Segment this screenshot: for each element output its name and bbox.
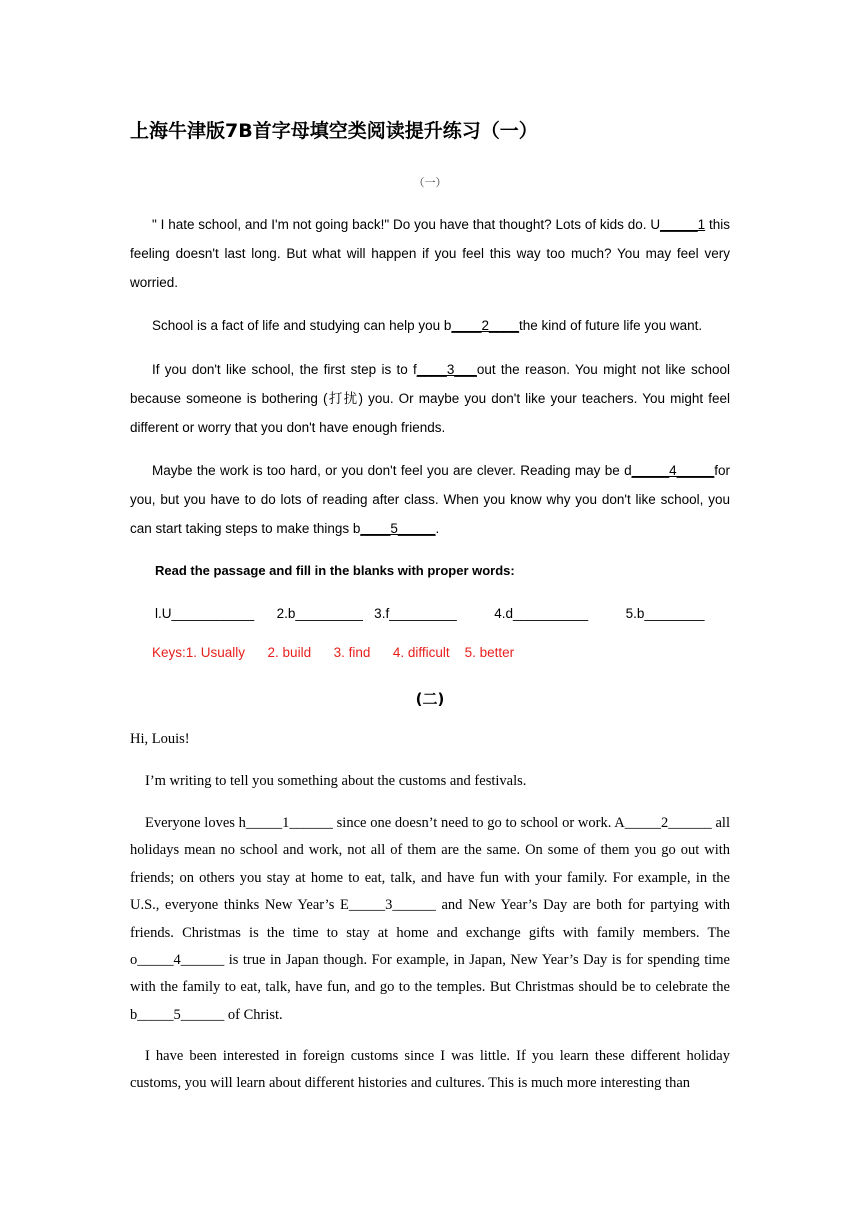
section-1-label: （一） [413,176,447,189]
blank-4: _____4_____ [631,463,715,478]
passage-1-paragraph-2: School is a fact of life and studying can help you b____2____the kind of future life you want. [152,318,703,333]
letter-greeting: Hi, Louis! [130,731,190,747]
section-2-label: (二) [415,690,445,708]
passage-1-paragraph-1: " I hate school, and I'm not going back!" Do you have that thought? Lots of kids do. U_____1 this feeling doesn't last long. But what will happen if you feel this way too much? You may feel very worried. [130,217,730,290]
blank-2: ____2____ [451,318,520,333]
blank-5: ____5_____ [360,521,436,536]
passage-1-paragraph-3: If you don't like school, the first step is to f____3___out the reason. You might not like school because someone is bothering (打扰) you. Or maybe you don't like your teachers. You might feel different or worry that you don't have enough friends. [130,362,730,435]
passage-1-paragraph-4: Maybe the work is too hard, or you don't feel you are clever. Reading may be d_____4_____for you, but you have to do lots of reading after class. When you know why you don't like school, you can start taking steps to make things b____5_____. [130,463,730,536]
blank-1: _____1 [660,217,706,232]
letter-body-paragraph: Everyone loves h_____1______ since one doesn’t need to go to school or work. A_____2______ all holidays mean no school and work, not all of them are the same. On some of them you go out with friends; on others you stay at home to eat, talk, and have fun with your family. For example, in the U.S., everyone thinks New Year’s E_____3______ and New Year’s Day are both for partying with friends. Christmas is the time to stay at home and exchange gifts with family members. The o_____4______ is true in Japan though. For example, in Japan, New Year’s Day is for spending time with the family to eat, talk, have fun, and go to the temples. But Christmas should be to celebrate the b_____5______ of Christ. [130,815,730,1023]
letter-intro: I’m writing to tell you something about the customs and festivals. [145,773,527,789]
exercise-instruction: Read the passage and fill in the blanks with proper words: [155,563,515,578]
document-title: 上海牛津版7B首字母填空类阅读提升练习（一） [130,120,538,142]
blank-3: ____3___ [416,362,477,377]
answer-keys: Keys:1. Usually 2. build 3. find 4. difficult 5. better [152,645,515,660]
answer-blanks-line: l.U___________ 2.b_________ 3.f_________ 4.d__________ 5.b________ [155,606,705,621]
letter-closing-paragraph: I have been interested in foreign customs since I was little. If you learn these different holiday customs, you will learn about different histories and cultures. This is much more interesting than [130,1048,730,1092]
